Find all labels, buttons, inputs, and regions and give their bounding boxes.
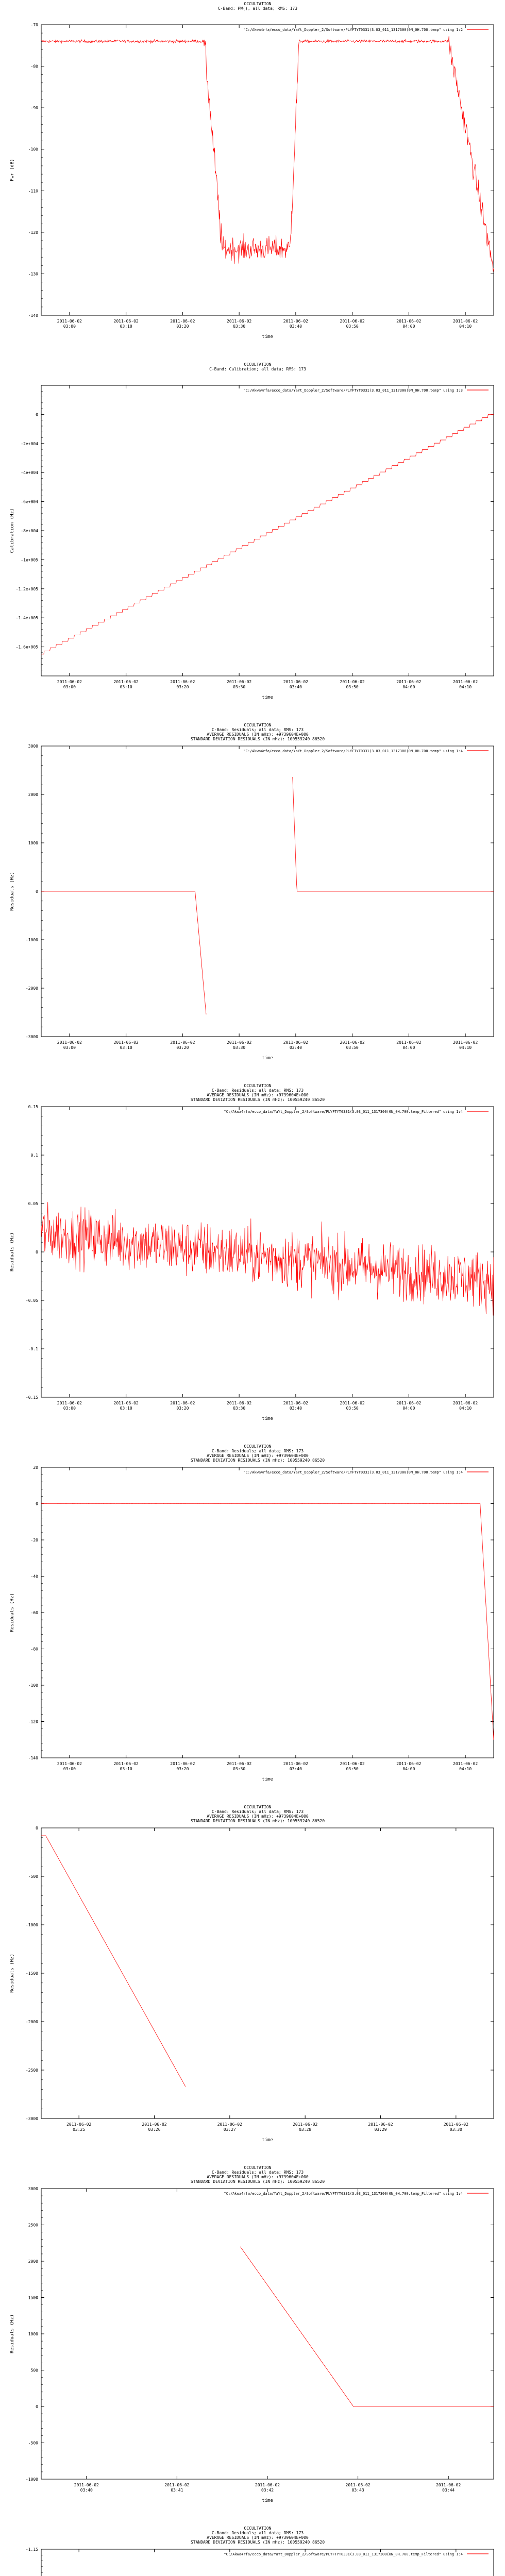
x-tick-label: 2011-06-02 [113,319,139,324]
y-tick-label: -2000 [25,986,38,991]
y-tick-label: 1000 [28,841,38,845]
x-axis-label: time [262,1056,273,1061]
x-tick-label: 03:10 [120,685,132,689]
x-tick-label: 03:30 [449,2127,462,2132]
x-tick-label: 03:50 [346,1045,359,1050]
y-axis-label: Pwr (dB) [10,159,15,181]
x-tick-label: 03:00 [63,1406,76,1411]
y-tick-label: 0 [36,1826,38,1831]
y-tick-label: -140 [28,1756,38,1760]
x-tick-label: 2011-06-02 [170,1401,195,1405]
y-tick-label: -2000 [25,2020,38,2024]
x-tick-label: 2011-06-02 [443,2122,468,2127]
chart-title-line: STANDARD DEVIATION RESIDUALS (IN mHz): 100559240.86520 [190,1097,325,1102]
x-tick-label: 2011-06-02 [340,680,365,684]
chart-svg-3 [0,721,505,1082]
x-tick-label: 2011-06-02 [227,319,252,324]
chart-title-line: C-Band: Residuals; all data; RMS: 173 [211,2170,304,2175]
y-tick-label: -0.05 [25,1298,38,1303]
y-tick-label: -0.1 [28,1347,38,1351]
series-line [41,1836,186,2087]
x-tick-label: 03:20 [176,324,189,329]
chart-title-line: AVERAGE RESIDUALS (IN mHz): +9739604E+000 [207,1093,309,1097]
y-tick-label: -6e+004 [21,499,38,504]
chart-title-line: OCCULTATION [244,1083,272,1088]
chart-panel-1 [0,0,505,361]
chart-title-line: OCCULTATION [244,2165,272,2170]
x-tick-label: 03:28 [299,2127,312,2132]
x-tick-label: 04:00 [402,685,415,689]
x-tick-label: 04:10 [459,324,472,329]
x-tick-label: 03:50 [346,685,359,689]
chart-title-line: STANDARD DEVIATION RESIDUALS (IN mHz): 100559240.86520 [190,2179,325,2184]
chart-title-line: OCCULTATION [244,723,272,727]
x-tick-label: 2011-06-02 [57,1761,82,1766]
x-tick-label: 2011-06-02 [396,680,422,684]
y-tick-label: -80 [30,64,38,69]
y-tick-label: 1500 [28,2295,38,2300]
x-tick-label: 03:10 [120,1045,132,1050]
x-tick-label: 03:10 [120,1406,132,1411]
y-tick-label: -80 [30,1647,38,1652]
series-line [240,2247,494,2406]
chart-panel-5 [0,1443,505,1803]
x-axis-label: time [262,2498,273,2503]
x-tick-label: 03:20 [176,685,189,689]
chart-svg-6 [0,1803,505,2164]
x-tick-label: 03:30 [233,1406,246,1411]
x-tick-label: 03:40 [289,1767,302,1771]
x-tick-label: 2011-06-02 [57,680,82,684]
y-tick-label: -90 [30,106,38,111]
y-axis-label: Residuals (Hz) [10,1954,15,1993]
y-tick-label: 0 [36,1501,38,1506]
plot-frame [41,1828,494,2119]
x-tick-label: 2011-06-02 [396,1040,422,1045]
chart-panel-7 [0,2164,505,2524]
x-tick-label: 03:30 [233,1767,246,1771]
x-tick-label: 2011-06-02 [453,1761,478,1766]
x-tick-label: 03:10 [120,324,132,329]
x-tick-label: 2011-06-02 [283,1401,308,1405]
chart-svg-2 [0,361,505,721]
y-tick-label: 0 [36,412,38,417]
chart-svg-4 [0,1082,505,1443]
chart-panel-2 [0,361,505,721]
x-tick-label: 2011-06-02 [283,1040,308,1045]
y-tick-label: 0.15 [28,1105,38,1109]
chart-panel-6 [0,1803,505,2164]
x-tick-label: 2011-06-02 [142,2122,167,2127]
y-tick-label: -1000 [25,2477,38,2482]
x-tick-label: 03:50 [346,1767,359,1771]
x-tick-label: 03:40 [289,1406,302,1411]
x-tick-label: 03:00 [63,1045,76,1050]
chart-title-line: C-Band: Residuals; all data; RMS: 173 [211,727,304,732]
chart-svg-7 [0,2164,505,2524]
chart-title-line: STANDARD DEVIATION RESIDUALS (IN mHz): 100559240.86520 [190,2540,325,2545]
y-tick-label: -20 [30,1538,38,1543]
x-tick-label: 2011-06-02 [57,1040,82,1045]
chart-title-line: AVERAGE RESIDUALS (IN mHz): +9739604E+000 [207,2535,309,2540]
y-tick-label: 0.1 [30,1153,38,1158]
series-line [41,1202,494,1315]
x-tick-label: 2011-06-02 [368,2122,393,2127]
x-tick-label: 2011-06-02 [113,1040,139,1045]
y-tick-label: 500 [30,2368,38,2373]
chart-title-line: AVERAGE RESIDUALS (IN mHz): +9739604E+000 [207,1814,309,1819]
x-tick-label: 03:20 [176,1406,189,1411]
legend-label: "C:/Akwa4rfa/ecco_data/YaYt_Doppler_2/Software/PLYFTYT0331(3.03_011_1317300(0N_0H.700.temp_Filtered" using 1:4 [224,2192,463,2196]
chart-svg-8 [0,2524,505,2576]
chart-title-line: OCCULTATION [244,1444,272,1449]
y-tick-label: -8e+004 [21,529,38,533]
x-tick-label: 2011-06-02 [170,319,195,324]
x-tick-label: 03:40 [289,685,302,689]
chart-svg-1 [0,0,505,361]
y-tick-label: 2000 [28,792,38,797]
x-tick-label: 03:50 [346,324,359,329]
plot-frame [41,1467,494,1758]
x-tick-label: 2011-06-02 [283,319,308,324]
y-tick-label: -120 [28,1719,38,1724]
chart-svg-5 [0,1443,505,1803]
y-tick-label: -3000 [25,2116,38,2121]
x-tick-label: 03:41 [171,2488,183,2493]
x-tick-label: 03:20 [176,1045,189,1050]
x-tick-label: 2011-06-02 [74,2483,99,2487]
series-line [41,414,494,654]
chart-title-line: OCCULTATION [244,2526,272,2531]
y-tick-label: -40 [30,1574,38,1579]
chart-title-line: OCCULTATION [244,2,272,6]
x-tick-label: 2011-06-02 [57,1401,82,1405]
y-tick-label: -1.2e+005 [15,586,38,591]
y-axis-label: Residuals (Hz) [10,872,15,911]
y-tick-label: 20 [33,1465,38,1470]
x-tick-label: 03:25 [73,2127,86,2132]
y-tick-label: -120 [28,230,38,235]
x-tick-label: 04:00 [402,1406,415,1411]
x-tick-label: 2011-06-02 [453,319,478,324]
x-tick-label: 03:30 [233,324,246,329]
x-tick-label: 2011-06-02 [170,680,195,684]
x-tick-label: 03:40 [80,2488,93,2493]
x-tick-label: 2011-06-02 [283,680,308,684]
y-tick-label: -140 [28,313,38,318]
chart-title-line: C-Band: Residuals; all data; RMS: 173 [211,1449,304,1453]
x-tick-label: 2011-06-02 [227,1040,252,1045]
y-axis-label: Residuals (Hz) [10,1232,15,1272]
chart-title-line: STANDARD DEVIATION RESIDUALS (IN mHz): 100559240.86520 [190,1819,325,1823]
x-tick-label: 03:00 [63,1767,76,1771]
series-line [41,777,494,1014]
legend-label: "C:/Akwa4rfa/ecco_data/YaYt_Doppler_2/Software/PLYFTYT0331(3.03_011_1317300(0N_0H.700.temp" using 1:2 [243,28,463,32]
plot-frame [41,25,494,315]
x-tick-label: 03:43 [351,2488,364,2493]
x-tick-label: 2011-06-02 [113,680,139,684]
legend-label: "C:/Akwa4rfa/ecco_data/YaYt_Doppler_2/Software/PLYFTYT0331(3.03_011_1317300(0N_0H.700.temp" using 1:4 [243,749,463,753]
y-tick-label: -130 [28,272,38,277]
y-tick-label: -1500 [25,1971,38,1976]
y-tick-label: -1.15 [25,2547,38,2552]
y-tick-label: 0 [36,889,38,894]
x-tick-label: 2011-06-02 [227,1401,252,1405]
y-axis-label: Residuals (Hz) [10,1593,15,1632]
chart-title-line: OCCULTATION [244,362,272,367]
y-tick-label: -1.4e+005 [15,616,38,621]
x-tick-label: 03:26 [148,2127,161,2132]
plot-frame [41,2189,494,2479]
y-tick-label: -1000 [25,1923,38,1927]
x-tick-label: 2011-06-02 [453,680,478,684]
y-tick-label: -2e+004 [21,441,38,446]
x-tick-label: 04:10 [459,1406,472,1411]
y-tick-label: -60 [30,1611,38,1615]
x-tick-label: 2011-06-02 [170,1040,195,1045]
x-tick-label: 2011-06-02 [340,319,365,324]
x-axis-label: time [262,1777,273,1782]
legend-label: "C:/Akwa4rfa/ecco_data/YaYt_Doppler_2/Software/PLYFTYT0331(3.03_011_1317300(0N_0H.700.temp_Filtered" using 1:4 [224,1110,463,1114]
x-tick-label: 03:10 [120,1767,132,1771]
y-tick-label: 2500 [28,2223,38,2228]
y-tick-label: -500 [28,1874,38,1879]
chart-title-line: C-Band: Residuals; all data; RMS: 173 [211,1809,304,1814]
legend-label: "C:/Akwa4rfa/ecco_data/YaYt_Doppler_2/Software/PLYFTYT0331(3.03_011_1317300(0N_0H.700.temp" using 1:4 [243,1470,463,1475]
y-tick-label: 0 [36,2404,38,2409]
x-tick-label: 03:00 [63,324,76,329]
legend-label: "C:/Akwa4rfa/ecco_data/YaYt_Doppler_2/Software/PLYFTYT0331(3.03_011_1317300(0N_0H.700.temp_Filtered" using 1:4 [224,2552,463,2556]
series-line [41,36,494,272]
x-tick-label: 03:20 [176,1767,189,1771]
plot-frame [41,385,494,676]
x-tick-label: 03:00 [63,685,76,689]
chart-panel-8 [0,2524,505,2576]
x-tick-label: 2011-06-02 [345,2483,371,2487]
x-tick-label: 2011-06-02 [340,1040,365,1045]
x-tick-label: 2011-06-02 [57,319,82,324]
y-tick-label: -1.6e+005 [15,645,38,650]
y-axis-label: Calibration (Hz) [10,508,15,553]
y-tick-label: -3000 [25,1035,38,1039]
x-tick-label: 2011-06-02 [340,1401,365,1405]
chart-panel-3 [0,721,505,1082]
x-tick-label: 04:10 [459,1045,472,1050]
x-axis-label: time [262,695,273,700]
x-tick-label: 03:44 [442,2488,455,2493]
x-tick-label: 04:10 [459,1767,472,1771]
y-tick-label: -4e+004 [21,470,38,476]
x-axis-label: time [262,1416,273,1421]
x-tick-label: 2011-06-02 [293,2122,318,2127]
y-tick-label: 3000 [28,2187,38,2191]
x-tick-label: 04:10 [459,685,472,689]
x-tick-label: 2011-06-02 [453,1040,478,1045]
y-tick-label: -70 [30,23,38,27]
x-tick-label: 2011-06-02 [453,1401,478,1405]
x-axis-label: time [262,2138,273,2143]
x-tick-label: 03:30 [233,1045,246,1050]
x-tick-label: 03:42 [261,2488,274,2493]
x-axis-label: time [262,334,273,340]
chart-title-line: C-Band: Residuals; all data; RMS: 173 [211,1088,304,1093]
x-tick-label: 03:50 [346,1406,359,1411]
x-tick-label: 03:40 [289,1045,302,1050]
y-tick-label: -500 [28,2441,38,2446]
chart-title-line: AVERAGE RESIDUALS (IN mHz): +9739604E+000 [207,1453,309,1458]
x-tick-label: 2011-06-02 [283,1761,308,1766]
chart-panel-4 [0,1082,505,1443]
y-axis-label: Residuals (Hz) [10,2314,15,2353]
y-tick-label: -2500 [25,2068,38,2073]
chart-title-line: AVERAGE RESIDUALS (IN mHz): +9739604E+000 [207,2175,309,2179]
chart-title-line: C-Band: PW(), all data; RMS: 173 [217,6,298,11]
y-tick-label: -110 [28,189,38,194]
x-tick-label: 2011-06-02 [340,1761,365,1766]
y-tick-label: -100 [28,1683,38,1688]
x-tick-label: 03:40 [289,324,302,329]
x-tick-label: 2011-06-02 [396,1401,422,1405]
series-line [41,1503,494,1740]
x-tick-label: 03:29 [374,2127,387,2132]
x-tick-label: 2011-06-02 [113,1401,139,1405]
x-tick-label: 2011-06-02 [255,2483,280,2487]
x-tick-label: 2011-06-02 [436,2483,461,2487]
y-tick-label: -100 [28,147,38,152]
x-tick-label: 03:30 [233,685,246,689]
x-tick-label: 04:00 [402,324,415,329]
y-tick-label: -0.15 [25,1395,38,1400]
chart-title-line: C-Band: Residuals; all data; RMS: 173 [211,2531,304,2535]
x-tick-label: 2011-06-02 [170,1761,195,1766]
x-tick-label: 2011-06-02 [227,1761,252,1766]
chart-title-line: AVERAGE RESIDUALS (IN mHz): +9739604E+000 [207,732,309,737]
y-tick-label: 3000 [28,744,38,749]
y-tick-label: -1000 [25,938,38,942]
chart-title-line: OCCULTATION [244,1805,272,1809]
x-tick-label: 2011-06-02 [164,2483,190,2487]
x-tick-label: 04:00 [402,1767,415,1771]
chart-title-line: STANDARD DEVIATION RESIDUALS (IN mHz): 100559240.86520 [190,1458,325,1463]
x-tick-label: 2011-06-02 [66,2122,92,2127]
x-tick-label: 2011-06-02 [227,680,252,684]
y-tick-label: -1e+005 [21,557,38,563]
x-tick-label: 04:00 [402,1045,415,1050]
chart-title-line: C-Band: Calibration; all data; RMS: 173 [209,367,306,371]
y-tick-label: 0 [36,1250,38,1255]
y-tick-label: 1000 [28,2332,38,2336]
x-tick-label: 2011-06-02 [396,319,422,324]
x-tick-label: 03:27 [223,2127,236,2132]
y-tick-label: 2000 [28,2259,38,2264]
legend-label: "C:/Akwa4rfa/ecco_data/YaYt_Doppler_2/Software/PLYFTYT0331(3.03_011_1317300(0N_0H.700.temp" using 1:3 [243,388,463,393]
x-tick-label: 2011-06-02 [396,1761,422,1766]
x-tick-label: 2011-06-02 [113,1761,139,1766]
y-tick-label: 0.05 [28,1201,38,1206]
x-tick-label: 2011-06-02 [217,2122,242,2127]
chart-title-line: STANDARD DEVIATION RESIDUALS (IN mHz): 100559240.86520 [190,737,325,741]
